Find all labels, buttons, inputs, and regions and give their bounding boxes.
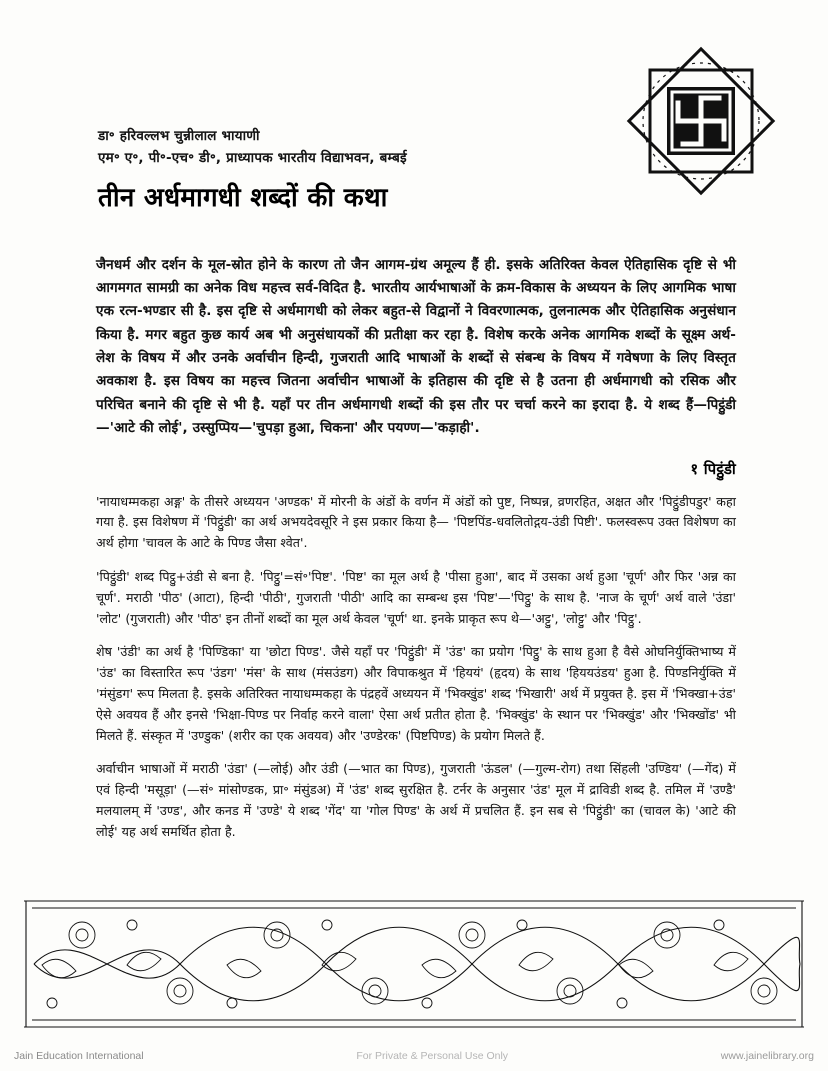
page-footer <box>8 1047 820 1065</box>
paragraph: 'पिट्ठुंडी' शब्द पिट्ठु+उंडी से बना है. 'पिट्ठु'=सं॰'पिष्ट'. 'पिष्ट' का मूल अर्थ है 'पीसा हुआ', बाद में उसका अर्थ हुआ 'चूर्ण' और फिर 'अन्न का चूर्ण'. मराठी 'पीठ' (आटा), हिन्दी 'पीठी', गुजराती 'पीठी' आदि का सम्बन्ध इस 'पिष्ट'—'पिट्ठु' के साथ है. 'नाज के चूर्ण' अर्थ वाले 'उंडा' 'लोट' (गुजराती) और 'पीठ' इन तीनों शब्दों का मूल अर्थ केवल 'चूर्ण' था. इनके प्राकृत रूप थे—'अट्टु', 'लोट्टु' और 'पिट्ठु'. <box>96 568 736 626</box>
author-credentials: एम॰ ए॰, पी॰-एच॰ डी॰, प्राध्यापक भारतीय विद्याभवन, बम्बई <box>98 149 407 166</box>
floral-border-ornament <box>22 895 806 1033</box>
section-heading: १ पिट्ठुंडी <box>690 459 736 478</box>
paragraph: शेष 'उंडी' का अर्थ है 'पिण्डिका' या 'छोटा पिण्ड'. जैसे यहाँ पर 'पिट्ठुंडी' में 'उंड' का प्रयोग 'पिट्ठु' के साथ हुआ है वैसे ओघनिर्युक्तिभाष्य में 'उंड' का विस्तारित रूप 'उंडग' 'मंस' के साथ (मंसउंडग) और विपाकश्रुत में 'हिययं' (हृदय) के साथ 'हिययउंडय' हुआ है. पिण्डनिर्युक्ति में 'मंसुंडग' रूप मिलता है. इसके अतिरिक्त नायाधम्मकहा के पंद्रहवें अध्ययन में 'भिक्खुंड' शब्द 'भिखारी' अर्थ में प्रयुक्त है. इस में 'भिक्खा+उंड' ऐसे अवयव हैं और इनसे 'भिक्षा-पिण्ड पर निर्वाह करने वाला' ऐसा अर्थ प्रतीत होता है. 'भिक्खुंड' के स्थान पर 'भिक्खुंड' और 'भिक्खोंड' भी मिलते हैं. संस्कृत में 'उण्डुक' (शरीर का एक अवयव) और 'उण्डेरक' (पिष्टपिण्ड) के प्रयोग मिलते हैं. <box>96 644 736 743</box>
paragraph: 'नायाधम्मकहा अङ्ग' के तीसरे अध्ययन 'अण्डक' में मोरनी के अंडों के वर्णन में अंडों को पुष्ट, निष्पन्न, व्रणरहित, अक्षत और 'पिट्ठुंडीपडुर' कहा गया है. इस विशेषण में 'पिट्ठुंडी' का अर्थ अभयदेवसूरि ने इस प्रकार किया है— 'पिष्टपिंड-धवलितोद्गय-उंडी पिष्टी'. फलस्वरूप उक्त विशेषण का अर्थ होगा 'चावल के आटे के पिण्ड जैसा श्वेत'. <box>96 493 736 551</box>
footer-usage-notice: For Private & Personal Use Only <box>356 1050 509 1062</box>
author-name: डा॰ हरिवल्लभ चुन्नीलाल भायाणी <box>98 128 260 144</box>
paragraph: अर्वाचीन भाषाओं में मराठी 'उंडा' (—लोई) और उंडी (—भात का पिण्ड), गुजराती 'ऊंडल' (—गुल्म-रोग) तथा सिंहली 'उण्डिय' (—गेंद) में एवं हिन्दी 'मसूड़ा' (—सं॰ मांसोण्डक, प्रा॰ मंसुंडअ) में 'उंड' शब्द सुरक्षित है. टर्नर के अनुसार 'उंड' मूल में द्राविडी शब्द है. तमिल में 'उण्डै' मलयालम् में 'उण्ड', और कनड में 'उण्डे' ये शब्द 'गेंद' या 'गोल पिण्ड' के अर्थ में प्रचलित हैं. इन सब से 'पिट्ठुंडी' का (चावल के) 'आटे की लोई' यह अर्थ समर्थित होता है. <box>96 761 736 839</box>
footer-website[interactable]: www.jainelibrary.org <box>720 1050 814 1062</box>
lead-paragraph: जैनधर्म और दर्शन के मूल-स्रोत होने के कारण तो जैन आगम-ग्रंथ अमूल्य हैं ही. इसके अतिरिक्त केवल ऐतिहासिक दृष्टि से भी आगमगत सामग्री का अनेक विध महत्त्व सर्व-विदित है. भारतीय आर्यभाषाओं के क्रम-विकास के अध्ययन के लिए आगमिक भाषा एक रत्न-भण्डार सी है. इस दृष्टि से अर्धमागधी को लेकर बहुत-से विद्वानों ने विवरणात्मक, तुलनात्मक और ऐतिहासिक अनुसंधान किया है. मगर बहुत कुछ कार्य अब भी अनुसंधायकों की प्रतीक्षा कर रहा है. विशेष करके अनेक आगमिक शब्दों के सूक्ष्म अर्थ-लेश के विषय में और उनके अर्वाचीन हिन्दी, गुजराती आदि भाषाओं के शब्दों से संबन्ध के विषय में गवेषणा के लिए विस्तृत अवकाश है. इस विषय का महत्त्व जितना अर्वाचीन भाषाओं के इतिहास की दृष्टि से है उतना ही अर्धमागधी को रसिक और परिचित बनाने की दृष्टि से भी है. यहाँ पर तीन अर्धमागधी शब्दों की इस तौर पर चर्चा करने का इरादा है. ये शब्द हैं—पिट्ठुंडी—'आटे की लोई', उस्सुप्पिय—'चुपड़ा हुआ, चिकना' और पयण्ण—'कड़ाही'. <box>96 256 736 437</box>
page-title: तीन अर्धमागधी शब्दों की कथा <box>98 182 388 213</box>
jain-swastika-emblem <box>626 46 776 196</box>
article-header <box>98 126 618 214</box>
article-body <box>96 240 736 855</box>
footer-organization: Jain Education International <box>14 1050 144 1062</box>
